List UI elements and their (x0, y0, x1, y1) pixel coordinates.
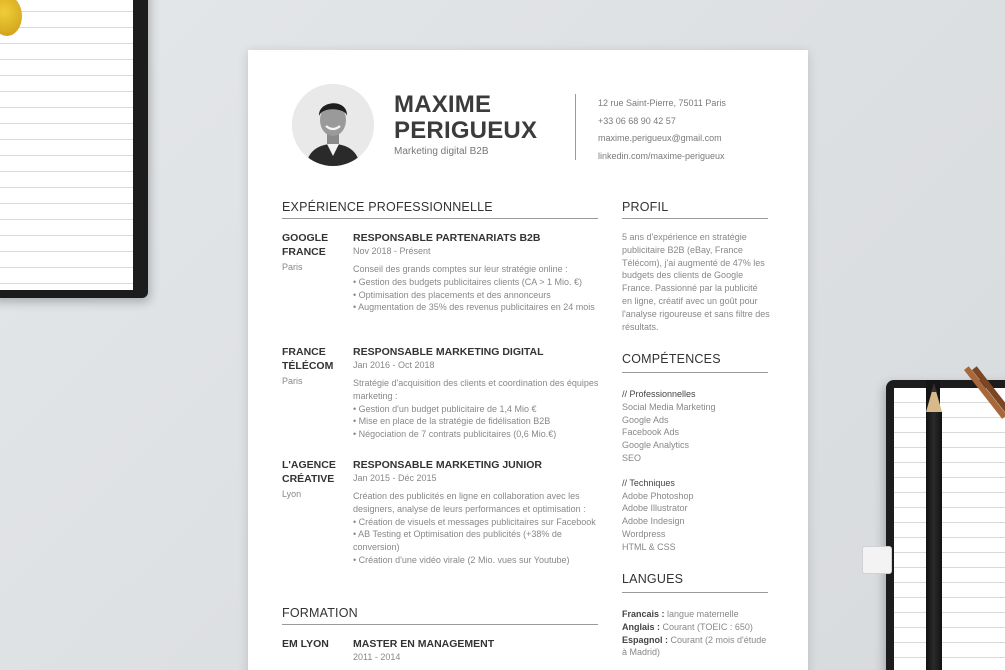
job-bullet: • Gestion d'un budget publicitaire de 1,4 Mio € (353, 403, 601, 416)
language-level: Courant (TOEIC : 650) (662, 621, 753, 632)
profile-photo (292, 84, 374, 166)
candidate-role: Marketing digital B2B (394, 146, 489, 157)
education-title: FORMATION (282, 606, 358, 620)
resume-sheet (248, 50, 808, 670)
education-details (353, 637, 601, 664)
skill-item: Wordpress (622, 528, 666, 539)
job-intro: Création des publicités en ligne en collaboration avec les designers, analyse de leurs performances et optimisation : (353, 491, 586, 514)
skills-spacer (622, 465, 770, 477)
language-item: Espagnol : Courant (2 mois d'étude à Madrid) (622, 634, 767, 658)
contact-linkedin: linkedin.com/maxime-perigueux (598, 150, 725, 161)
job-details (353, 458, 601, 567)
pencil-lead (931, 384, 937, 392)
languages-block (622, 608, 770, 659)
language-name: Anglais (622, 621, 655, 632)
language-name: Francais (622, 609, 660, 619)
job-company (282, 231, 350, 274)
language-level: Courant (2 mois d'étude à Madrid) (622, 634, 767, 658)
contact-email: maxime.perigueux@gmail.com (598, 133, 722, 143)
skill-item: Adobe Indesign (622, 516, 685, 527)
job-bullets (353, 403, 601, 441)
skill-item: HTML & CSS (622, 541, 676, 552)
skills-block (622, 388, 770, 554)
job-bullets (353, 276, 601, 314)
job-title: RESPONSABLE PARTENARIATS B2B (353, 232, 541, 244)
job-city: Lyon (282, 489, 302, 499)
notebook-right-paper (894, 388, 1005, 670)
experience-rule (282, 218, 598, 219)
profile-title: PROFIL (622, 200, 669, 214)
skills-tech-heading: // Techniques (622, 477, 675, 488)
company-line: FRANCE (282, 346, 326, 358)
language-name: Espagnol (622, 634, 663, 645)
education-degree: MASTER EN MANAGEMENT (353, 638, 495, 650)
job-dates: Nov 2018 - Présent (353, 246, 431, 256)
job-city: Paris (282, 376, 303, 386)
job-bullet: • Négociation de 7 contrats publicitaires (0,6 Mio.€) (353, 428, 601, 441)
language-item: Francais : langue maternelle (622, 609, 739, 619)
candidate-name (394, 92, 574, 144)
skills-rule (622, 372, 768, 373)
job-title: RESPONSABLE MARKETING JUNIOR (353, 459, 543, 471)
first-name: MAXIME (394, 91, 492, 118)
language-level: langue maternelle (667, 609, 739, 619)
job-bullet: • Création d'une vidéo virale (2 Mio. vues sur Youtube) (353, 554, 601, 567)
job-title: RESPONSABLE MARKETING DIGITAL (353, 346, 544, 358)
experience-title: EXPÉRIENCE PROFESSIONNELLE (282, 200, 493, 214)
job-bullet: • Création de visuels et messages publicitaires sur Facebook (353, 516, 601, 529)
education-school: EM LYON (282, 638, 329, 650)
job-bullet: • Optimisation des placements et des annonceurs (353, 289, 601, 302)
notebook-left (0, 0, 148, 298)
job-intro: Conseil des grands comptes sur leur stratégie online : (353, 264, 568, 274)
binder-clip (862, 546, 892, 574)
job-intro: Stratégie d'acquisition des clients et coordination des équipes marketing : (353, 378, 599, 401)
skills-pro-heading: // Professionnelles (622, 389, 696, 399)
skill-item: SEO (622, 452, 642, 463)
skill-item: Adobe Photoshop (622, 490, 694, 501)
job-details (353, 345, 601, 441)
company-line: GOOGLE (282, 232, 329, 244)
job-details (353, 231, 601, 314)
profile-text: 5 ans d'expérience en stratégie publicitaire B2B (eBay, France Télécom), j'ai augmenté de 47% les budgets des clients de Google France. Passionné par la publicité en ligne, créatif avec un goût pour l'analyse rigoureuse et sans filtre des résultats. (622, 232, 770, 332)
job-company (282, 345, 350, 388)
company-line: L'AGENCE (282, 459, 336, 471)
job-dates: Jan 2016 - Oct 2018 (353, 360, 435, 370)
education-dates: 2011 - 2014 (353, 652, 401, 662)
languages-title: LANGUES (622, 572, 684, 586)
header-divider (575, 94, 576, 160)
company-line: TÉLÉCOM (282, 360, 334, 372)
job-bullet: • AB Testing et Optimisation des publicités (+38% de conversion) (353, 528, 601, 554)
contact-address: 12 rue Saint-Pierre, 75011 Paris (598, 98, 726, 108)
job-bullet: • Augmentation de 35% des revenus publicitaires en 24 mois (353, 301, 601, 314)
education-rule (282, 624, 598, 625)
skill-item: Adobe Illustrator (622, 503, 688, 514)
job-city: Paris (282, 262, 303, 272)
language-item: Anglais : Courant (TOEIC : 650) (622, 621, 753, 632)
skill-item: Google Analytics (622, 440, 690, 451)
company-line: FRANCE (282, 246, 326, 258)
skill-item: Social Media Marketing (622, 401, 716, 412)
notebook-left-paper (0, 0, 133, 290)
job-dates: Jan 2015 - Déc 2015 (353, 473, 437, 483)
contact-block (598, 95, 726, 165)
skill-item: Google Ads (622, 414, 669, 425)
profile-photo-illustration (292, 84, 374, 166)
profile-rule (622, 218, 768, 219)
job-bullet: • Gestion des budgets publicitaires clients (CA > 1 Mio. €) (353, 276, 601, 289)
skills-title: COMPÉTENCES (622, 352, 721, 366)
notebook-right (886, 380, 1005, 670)
company-line: CRÉATIVE (282, 473, 335, 485)
skill-item: Facebook Ads (622, 427, 680, 438)
contact-phone: +33 06 68 90 42 57 (598, 115, 676, 126)
job-bullets (353, 516, 601, 567)
pencil (926, 412, 942, 670)
languages-rule (622, 592, 768, 593)
job-bullet: • Mise en place de la stratégie de fidélisation B2B (353, 415, 601, 428)
last-name: PERIGUEUX (394, 117, 538, 144)
job-company (282, 458, 350, 501)
